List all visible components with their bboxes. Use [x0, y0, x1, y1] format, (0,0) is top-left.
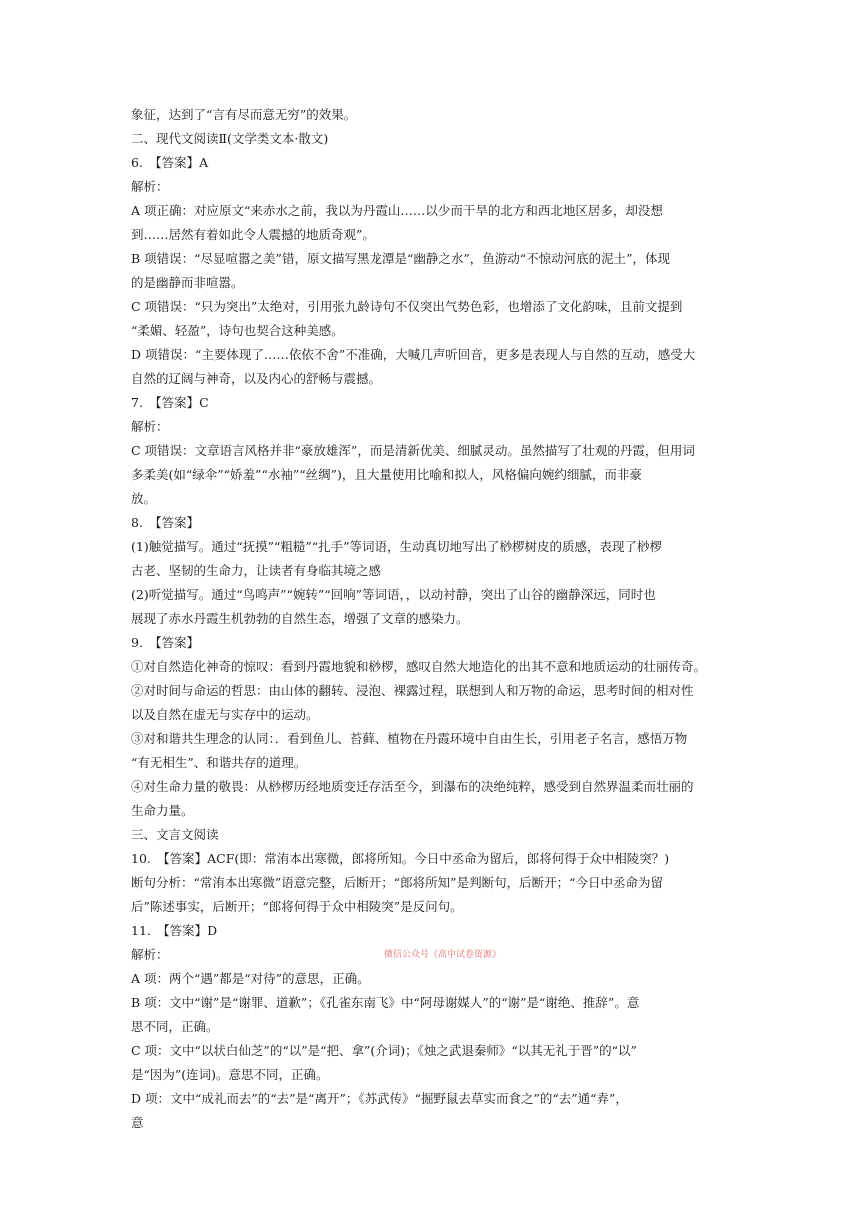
text-line: 意	[131, 1115, 144, 1130]
text-line: 后”陈述事实，后断开；“郎将何得于众中相陵突”是反问句。	[131, 899, 463, 914]
text-line: 象征，达到了“言有尽而意无穷”的效果。	[131, 107, 357, 122]
text-line: 到……居然有着如此令人震撼的地质奇观”。	[131, 227, 375, 242]
text-line: “柔媚、轻盈”，诗句也契合这种美感。	[131, 323, 344, 338]
text-line: 放。	[131, 491, 157, 506]
section-heading: 三、文言文阅读	[131, 827, 219, 842]
text-line: ③对和谐共生理念的认同：．看到鱼儿、苔藓、植物在丹霞环境中自由生长，引用老子名言，感悟万物	[131, 731, 688, 746]
text-line: 解析：	[131, 419, 169, 434]
text-line: 自然的辽阔与神奇，以及内心的舒畅与震撼。	[131, 371, 382, 386]
text-line: B 项：文中“谢”是“谢罪、道歉”；《孔雀东南飞》中“阿母谢媒人”的“谢”是“谢绝、推辞”。意	[131, 995, 640, 1010]
text-line: C 项错误：“只为突出”太绝对，引用张九龄诗句不仅突出气势色彩，也增添了文化韵味，且前文提到	[131, 299, 683, 314]
text-line: D 项：文中“成礼而去”的“去”是“离开”；《苏武传》“掘野鼠去草实而食之”的“去”通“弆”，	[131, 1091, 628, 1106]
text-line: 古老、坚韧的生命力，让读者有身临其境之感	[131, 563, 382, 578]
answer-heading: 8. 【答案】	[131, 515, 200, 530]
answer-heading: 9. 【答案】	[131, 635, 200, 650]
text-line: A 项：两个“遇”都是“对待”的意思，正确。	[131, 971, 370, 986]
answer-heading: 7. 【答案】C	[131, 395, 209, 410]
section-heading: 二、现代文阅读Ⅱ(文学类文本·散文)	[131, 131, 329, 146]
text-line: (2)听觉描写。通过“鸟鸣声”“婉转”“回响”等词语，，以动衬静，突出了山谷的幽静深远，同时也	[131, 587, 656, 602]
text-line: 解析：	[131, 947, 169, 962]
text-line: 思不同，正确。	[131, 1019, 219, 1034]
text-line: D 项错误：“主要体现了……依依不舍”不准确，大喊几声听回音，更多是表现人与自然的互动，感受大	[131, 347, 696, 362]
text-line: C 项错误：文章语言风格并非“豪放雄浑”，而是清新优美、细腻灵动。虽然描写了壮观的丹霞，但用词	[131, 443, 695, 458]
text-line: 的是幽静而非喧嚣。	[131, 275, 244, 290]
text-line: 多柔美(如“绿伞”“娇羞”“水袖”“丝绸”)，且大量使用比喻和拟人，风格偏向婉约细腻，而非豪	[131, 467, 642, 482]
answer-heading: 10. 【答案】ACF(即：常洧本出寒微，郎将所知。今日中丞命为留后，郎将何得于众中相陵突？)	[131, 851, 670, 866]
answer-heading: 11. 【答案】D	[131, 923, 218, 938]
text-line: 断句分析：“常洧本出寒微”语意完整，后断开；“郎将所知”是判断句，后断开；“今日中丞命为留	[131, 875, 663, 890]
text-line: C 项：文中“以状白仙芝”的“以”是“把、拿”(介词)；《烛之武退秦师》“以其无礼于晋”的“以”	[131, 1043, 637, 1058]
text-line: 是“因为”(连词)。意思不同，正确。	[131, 1067, 329, 1082]
text-line: 生命力量。	[131, 803, 194, 818]
text-line: ④对生命力量的敬畏：从桫椤历经地质变迁存活至今，到瀑布的决绝纯粹，感受到自然界温柔而壮丽的	[131, 779, 694, 794]
text-line: 展现了赤水丹霞生机勃勃的自然生态，增强了文章的感染力。	[131, 611, 469, 626]
text-line: ②对时间与命运的哲思：由山体的翻转、浸泡、裸露过程，联想到人和万物的命运，思考时间的相对性	[131, 683, 694, 698]
text-line: (1)触觉描写。通过“抚摸”“粗糙”“扎手”等词语，生动真切地写出了桫椤树皮的质感，表现了桫椤	[131, 539, 663, 554]
text-line: 以及自然在虚无与实存中的运动。	[131, 707, 319, 722]
answer-heading: 6. 【答案】A	[131, 155, 209, 170]
text-line: ①对自然造化神奇的惊叹：看到丹霞地貌和桫椤，感叹自然大地造化的出其不意和地质运动的壮丽传奇。	[131, 659, 707, 674]
text-line: “有无相生”、和谐共存的道理。	[131, 755, 307, 770]
text-line: B 项错误：“尽显喧嚣之美”错，原文描写黑龙潭是“幽静之水”，鱼游动“不惊动河底的泥土”，体现	[131, 251, 671, 266]
text-line: A 项正确：对应原文“来赤水之前，我以为丹霞山……以少而干旱的北方和西北地区居多，却没想	[131, 203, 663, 218]
text-line: 解析：	[131, 179, 169, 194]
watermark: 微信公众号《高中试卷资源》	[384, 950, 502, 960]
